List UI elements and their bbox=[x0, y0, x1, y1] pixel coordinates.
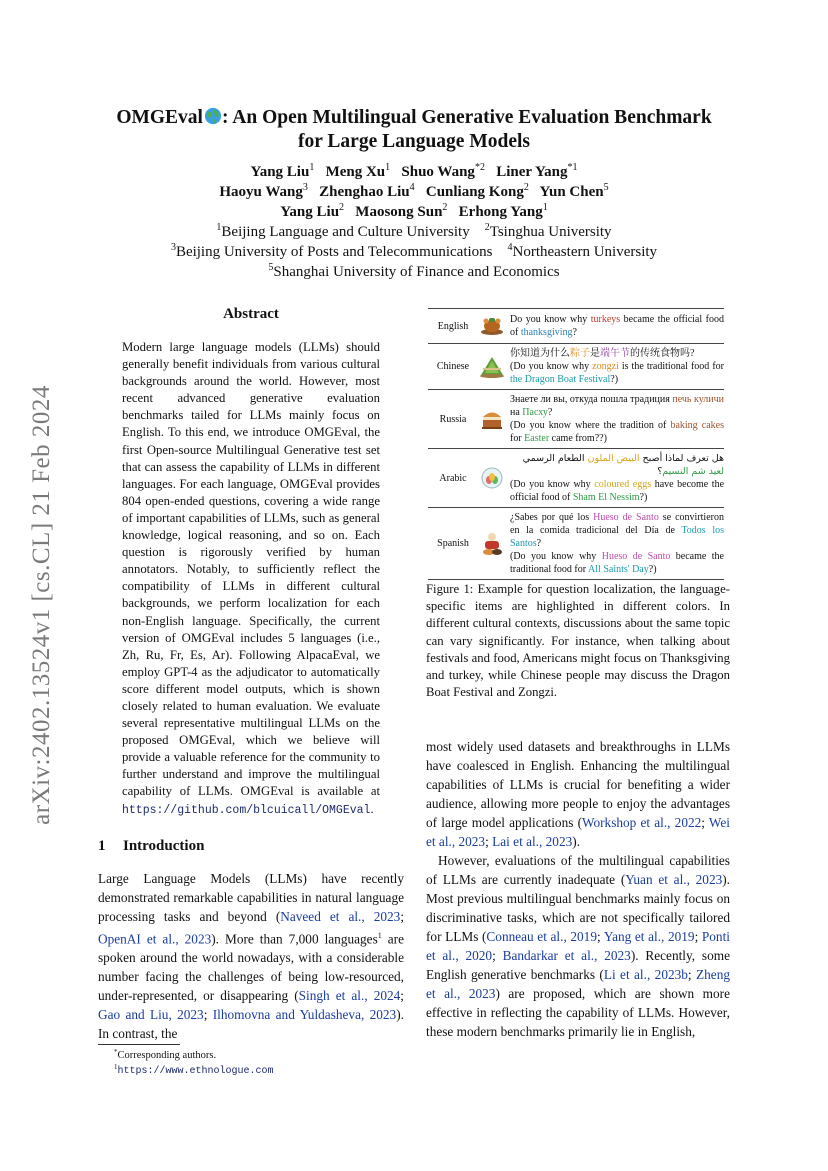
footnote-ethnologue: $^1$https://www.ethnologue.com bbox=[114, 1063, 274, 1077]
affiliation-line-2: $^3$Beijing University of Posts and Telecommunications $^4$Northeastern University bbox=[170, 242, 658, 260]
author-name: Cunliang Kong bbox=[425, 184, 524, 200]
figure-text-arabic: هل تعرف لماذا أصبح البيض الملون الطعام الرسمي لعيد شم النسيم؟ (Do you know why coloured eggs have become the official food of Sham El Nessim?) bbox=[510, 453, 725, 503]
figure-text-russian: Знаете ли вы, откуда пошла традиция печь куличи на Пасху? (Do you know where the tradition of baking cakes for Easter came from??) bbox=[510, 394, 724, 444]
citation-link[interactable]: Ilhomovna and Yuldasheva, 2023 bbox=[212, 1007, 397, 1023]
author-name: Erhong Yang bbox=[458, 204, 543, 220]
turkey-icon bbox=[478, 312, 506, 340]
author-name: Yang Liu bbox=[250, 164, 310, 180]
figure-text-chinese: 你知道为什么粽子是端午节的传统食物吗? (Do you know why zongzi is the traditional food for the Dragon Boat Festival?) bbox=[510, 348, 724, 385]
egg-icon bbox=[478, 464, 506, 492]
figure-row-spanish bbox=[428, 508, 724, 580]
section-heading-introduction: 1 Introduction bbox=[98, 838, 205, 854]
footnote-divider bbox=[98, 1044, 180, 1045]
author-name: Maosong Sun bbox=[355, 204, 443, 220]
abstract-text: Modern large language models (LLMs) should generally benefit individuals from various cultural backgrounds around the world. However, most recent advanced generative evaluation benchmarks tailed for LLMs mainly focus on English. To this end, we introduce OMGEval, the first Open-source Multilingual Generative test set that can assess the capability of LLMs in different languages. For each language, OMGEval provides 804 open-ended questions, covering a wide range of important capabilities of LLMs, such as general knowledge, logical reasoning, and so on. Each question is rigorously verified by human annotators. Notably, to sufficiently reflect the compatibility of LLMs in different cultural backgrounds, we perform localization for each non-English language. Specifically, the current version of OMGEval includes 5 languages (i.e., Zh, Ru, Fr, Es, Ar). Following AlpacaEval, we employ GPT-4 as the adjudicator to automatically score different model outputs, which is shown closely related to human evaluation. We evaluate several representative multilingual LLMs on the proposed OMGEval, which we believe will provide a valuable reference for the community to further understand and improve the multilingual capability of LLMs. OMGEval is available at bbox=[122, 340, 380, 799]
citation-link[interactable]: Wei et al., 2023 bbox=[426, 815, 730, 849]
title-line-2: for Large Language Models bbox=[297, 131, 530, 152]
author-name: Yang Liu bbox=[280, 204, 340, 220]
bread-icon bbox=[478, 530, 506, 558]
author-name: Liner Yang bbox=[496, 164, 568, 180]
zongzi-icon bbox=[478, 353, 506, 381]
citation-link[interactable]: OpenAI et al., 2023 bbox=[98, 931, 212, 947]
figure-1-caption: Figure 1: Example for question localization, the language-specific items are highlighted in different colors. In different cultural contexts, discussions about the same topic can vary significantly. For instance, when talking about festivals and food, Americans might focus on Thanksgiving and turkey, while Chinese people may discuss the Dragon Boat Festival and Zongzi. bbox=[426, 582, 730, 700]
citation-link[interactable]: Ponti et al., 2020 bbox=[426, 929, 730, 963]
intro-paragraph: most widely used datasets and breakthroughs in LLMs have coalesced in English. Enhancing the multilingual capabilities of LLMs is crucial for benefiting a wider audience, allowing more people to enjoy the advantages of large model applications (Workshop et al., 2022; Wei et al., 2023; Lai et al., 2023). bbox=[426, 739, 730, 849]
affiliation: Shanghai University of Finance and Economics bbox=[273, 264, 560, 280]
figure-language-label: Chinese bbox=[436, 361, 470, 372]
introduction-text-left: Large Language Models (LLMs) have recently demonstrated remarkable capabilities in natural language processing tasks and beyond (Naveed et al., 2023; OpenAI et al., 2023). More than 7,000 languages$^1$ are spoken around the world nowadays, with a considerable number facing the challenges of being low-resourced, under-represented, or disappearing (Singh et al., 2024; Gao and Liu, 2023; Ilhomovna and Yuldasheva, 2023). In contrast, the bbox=[98, 871, 405, 1042]
citation-link[interactable]: Li et al., 2023b bbox=[603, 967, 688, 982]
figure-language-label: Arabic bbox=[439, 472, 467, 484]
author-name: Yun Chen bbox=[539, 184, 604, 200]
affiliation: Tsinghua University bbox=[489, 224, 612, 240]
author-name: Meng Xu bbox=[325, 164, 386, 180]
footnotes bbox=[114, 1048, 274, 1079]
citation-link[interactable]: Conneau et al., 2019 bbox=[486, 929, 597, 944]
intro-paragraph: However, evaluations of the multilingual capabilities of LLMs are currently inadequate (Yuan et al., 2023). Most previous multilingual benchmarks mainly focus on discriminative tasks, which are not specifically tailored for LLMs (Conneau et al., 2019; Yang et al., 2019; Ponti et al., 2020; Bandarkar et al., 2023). Recently, some English generative benchmarks (Li et al., 2023b; Zheng et al., 2023) are proposed, which are shown more effective in reflecting the capability of LLMs. However, these modern benchmarks primarily lie in English, bbox=[426, 853, 731, 1039]
author-name: Shuo Wang bbox=[401, 164, 475, 180]
figure-row-russian bbox=[428, 390, 724, 449]
repository-link[interactable]: https://github.com/blcuicall/OMGEval bbox=[122, 803, 371, 817]
author-name: Zhenghao Liu bbox=[319, 184, 410, 200]
abstract-heading: Abstract bbox=[223, 306, 279, 322]
figure-row-arabic bbox=[428, 449, 724, 508]
citation-link[interactable]: Workshop et al., 2022 bbox=[582, 815, 702, 830]
figure-text-english: Do you know why turkeys became the official food of thanksgiving? bbox=[510, 314, 724, 338]
author-line-1: Yang Liu$^1$ Meng Xu$^1$ Shuo Wang$^{*2}$ Liner Yang$^{*1}$ bbox=[250, 162, 578, 180]
figure-language-label: Russia bbox=[439, 413, 467, 425]
title-rest: : An Open Multilingual Generative Evaluation Benchmark bbox=[221, 107, 712, 128]
introduction-text-right bbox=[426, 737, 730, 1041]
author-line-2: Haoyu Wang$^3$ Zhenghao Liu$^4$ Cunliang Kong$^2$ Yun Chen$^5$ bbox=[219, 182, 609, 200]
author-block bbox=[80, 162, 748, 282]
citation-link[interactable]: Naveed et al., 2023 bbox=[280, 909, 401, 924]
affiliation: Beijing Language and Culture University bbox=[221, 224, 470, 240]
citation-link[interactable]: Zheng et al., 2023 bbox=[426, 967, 730, 1001]
cake-icon bbox=[478, 405, 506, 433]
figure-text-spanish: ¿Sabes por qué los Hueso de Santo se convirtieron en la comida tradicional del Día de Todos los Santos? (Do you know why Hueso de Santo became the traditional food for All Saints' Day?) bbox=[510, 512, 724, 575]
figure-language-label: English bbox=[437, 320, 469, 332]
ethnologue-link[interactable]: https://www.ethnologue.com bbox=[117, 1066, 274, 1077]
figure-row-chinese bbox=[428, 344, 724, 390]
author-name: Haoyu Wang bbox=[219, 184, 303, 200]
globe-icon bbox=[204, 107, 222, 125]
affiliation-line-3: $^5$Shanghai University of Finance and Economics bbox=[268, 262, 560, 280]
affiliation: Northeastern University bbox=[512, 244, 658, 260]
paper-title bbox=[80, 106, 748, 154]
author-line-3: Yang Liu$^2$ Maosong Sun$^2$ Erhong Yang$^1$ bbox=[280, 202, 548, 220]
footnote-marker[interactable]: 1 bbox=[377, 931, 382, 940]
citation-link[interactable]: Gao and Liu, 2023 bbox=[98, 1007, 204, 1023]
title-name: OMGEval bbox=[116, 107, 203, 128]
citation-link[interactable]: Yang et al., 2019 bbox=[603, 929, 695, 944]
figure-row-english bbox=[428, 308, 724, 344]
arxiv-stamp bbox=[22, 365, 62, 845]
citation-link[interactable]: Yuan et al., 2023 bbox=[625, 872, 723, 887]
affiliation-line-1: $^1$Beijing Language and Culture University $^2$Tsinghua University bbox=[216, 222, 612, 240]
citation-link[interactable]: Singh et al., 2024 bbox=[298, 988, 401, 1004]
abstract-body: Modern large language models (LLMs) should generally benefit individuals from various cultural backgrounds around the world. However, most recent advanced generative evaluation benchmarks tailed for LLMs mainly focus on English. To this end, we introduce OMGEval, the first Open-source Multilingual Generative test set that can assess the capability of LLMs in different languages. For each language, OMGEval provides 804 open-ended questions, covering a wide range of important capabilities of LLMs, such as general knowledge, logical reasoning, and so on. Each question is rigorously verified by human annotators. Notably, to sufficiently reflect the compatibility of LLMs in different cultural backgrounds, we perform localization for each non-English language. Specifically, the current version of OMGEval includes 5 languages (i.e., Zh, Ru, Fr, Es, Ar). Following AlpacaEval, we employ GPT-4 as the adjudicator to automatically score different model outputs, which is shown closely related to human evaluation. We evaluate several representative multilingual LLMs on the proposed OMGEval, which we believe will provide a valuable reference for the community to further understand and improve the multilingual capability of LLMs. OMGEval is available at https://github.com/blcuicall/OMGEval. bbox=[122, 340, 380, 817]
citation-link[interactable]: Lai et al., 2023 bbox=[492, 834, 573, 849]
arxiv-identifier: arXiv:2402.13524v1 [cs.CL] 21 Feb 2024 bbox=[28, 385, 56, 825]
citation-link[interactable]: Bandarkar et al., 2023 bbox=[502, 948, 631, 963]
affiliation: Beijing University of Posts and Telecommunications bbox=[175, 244, 493, 260]
figure-1-table bbox=[428, 308, 724, 580]
footnote-corresponding: *Corresponding authors. bbox=[114, 1048, 217, 1061]
figure-language-label: Spanish bbox=[437, 538, 469, 549]
